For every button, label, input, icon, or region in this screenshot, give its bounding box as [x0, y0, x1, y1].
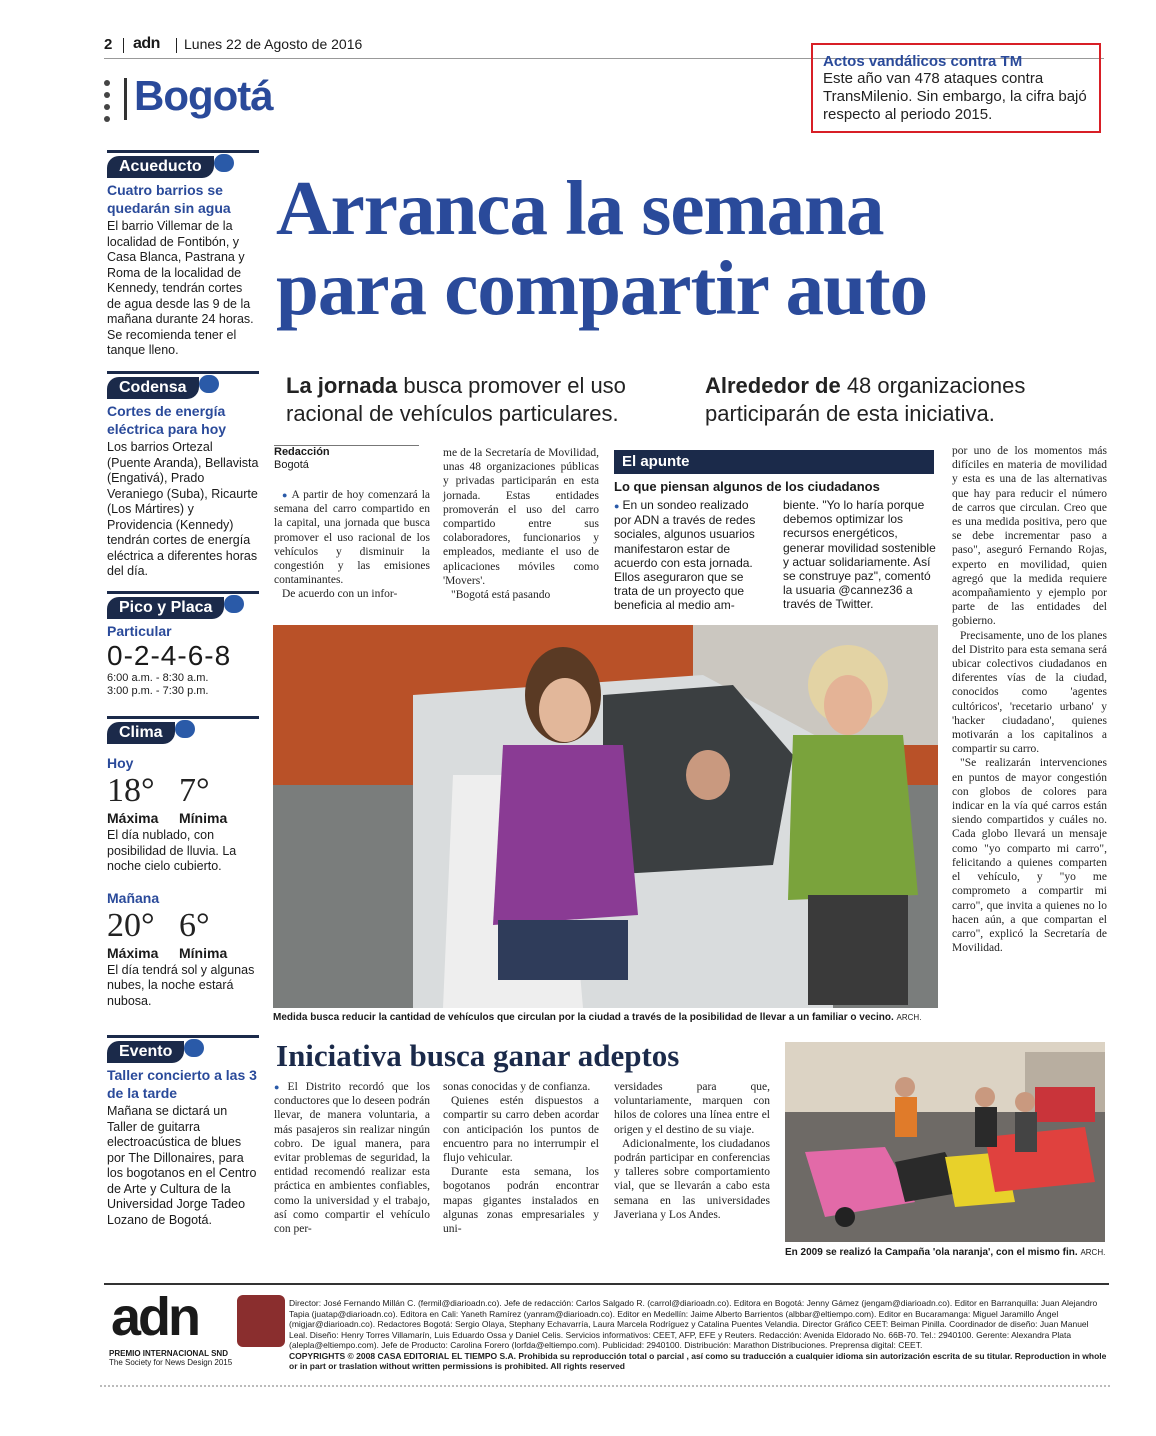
deck-right-text: 48 organizaciones participarán de esta iniciativa.: [705, 373, 1026, 426]
section-dots-icon: [104, 80, 112, 128]
sidebar-codensa: [107, 377, 259, 580]
main-column-2: [443, 446, 599, 602]
today-max-temp: 18°: [107, 772, 155, 809]
second-photo-caption: [785, 1246, 1107, 1259]
main-col4-p2: Precisamente, uno de los planes del Distrito para esta semana será ubicar colectivos ciudadanos en diferentes vías de la ciudad, conocidos como 'agentes cultóricos', 'recetario urbano' y 'hacker ciudadano', quienes motivarán a los capitalinos a compartir su carro.: [952, 629, 1107, 756]
sidebar-evento: [107, 1041, 259, 1228]
tag-evento: [107, 1041, 184, 1063]
deck-right: [705, 372, 1100, 428]
sidebar-rule: [107, 150, 259, 153]
main-headline: [276, 165, 1116, 331]
footer-rule: [104, 1283, 1109, 1285]
second-column-1: [274, 1080, 430, 1236]
main-col1-p1: ● A partir de hoy comenzará la semana del carro compartido en la capital, una jornada que busca promover el uso racional de los vehículos y disminuir la congestión y las emisiones contaminantes.: [274, 488, 430, 587]
section-bar: [124, 78, 127, 120]
tag-label: Pico y Placa: [119, 599, 213, 616]
speech-bubble-icon: [184, 1039, 204, 1057]
clima-today-temps: [107, 772, 259, 810]
tomorrow-max-temp: 20°: [107, 906, 155, 944]
main-column-1: [274, 488, 430, 602]
main-photo: [273, 625, 938, 1008]
apunte-col1-text: ● En un sondeo realizado por ADN a través de redes sociales, algunos usuarios manifestaron estar de acuerdo con esta jornada. Ellos aseguraron que se trata de un proyecto que beneficia al medio am-: [614, 498, 755, 612]
header-divider: [176, 38, 177, 53]
tag-clima: [107, 722, 175, 744]
tag-label: Acueducto: [119, 158, 202, 175]
staff-credits: Director: José Fernando Millán C. (fermil@diarioadn.co). Jefe de redacción: Carlos Salgado R. (carrol@diarioadn.co). Editora en Bogotá: Jenny Gámez (jengam@diarioadn.co). Editor en Barranquilla: Juan Alejandro Tapia (juatap@diarioadn.co). Editora en Cali: Yaneth Ramírez (yanram@diarioadn.co). Editor en Medellín: Jaime Alberto Barrientos (albbar@eltiempo.com). Editor en Bucaramanga: Miguel Jaramillo Ángel (migjar@diarioadn.co). Redactores Bogotá: Sergio Olaya, Stephany Echavarría, Laura Marcela Rodríguez y Catalina Puentes Velandia. Director Gráfico CEET: Beiman Pinilla. Coordinador de diseño: Juan Manuel Leal. Diseño: Henry Torres Villamarín, Luis Eduardo Ossa y Daniel Celis. Servicios informativos: CEET, AFP, EFE y Reuters. Redacción: Avenida Eldorado No. 66B-70. Tel.: 2940100. Gerente: Alexandra Plata (alepla@eltiempo.com). Jefe de Producto: Carolina Forero (lorfda@eltiempo.com). Publicidad: 2940100. Distribución: Marathon Distribuciones. Preprensa digital: CEET.: [289, 1298, 1098, 1350]
evento-text: Mañana se dictará un Taller de guitarra electroacústica de blues por The Dillonaires, para los bogotanos en el Centro de Arte y Cultura de la Universidad Jorge Tadeo Lozano de Bogotá.: [107, 1104, 257, 1227]
apunte-tag: El apunte: [614, 450, 934, 474]
clima-tomorrow-label: Mañana: [107, 889, 160, 906]
pico-digits: 0-2-4-6-8: [107, 640, 232, 671]
header-brand: adn: [133, 35, 160, 52]
acueducto-text: El barrio Villemar de la localidad de Fontibón, y Casa Blanca, Pastrana y Roma de la localidad de Kennedy, tendrán cortes de agua desde las 9 de la mañana durante 24 horas. Se recomienda tener el tanque lleno.: [107, 219, 254, 357]
second-column-3: [614, 1080, 770, 1222]
highlight-text: Este año van 478 ataques contra TransMilenio. Sin embargo, la cifra bajó respecto al periodo 2015.: [823, 70, 1087, 123]
adn-logo: adn: [111, 1287, 199, 1347]
award-text: [109, 1349, 232, 1367]
second-col1-text: ● El Distrito recordó que los conductores que lo deseen podrán llevar, de manera voluntaria, a más pasajeros sin realizar ningún cobro. De igual manera, para evitar problemas de seguridad, la entidad recomendó realizar esta práctica en ambientes confiables, como la universidad y el trabajo, así como compartir el vehículo con per-: [274, 1080, 430, 1236]
award-title: PREMIO INTERNACIONAL: [109, 1349, 209, 1358]
main-headline-line1: Arranca la semana: [276, 165, 884, 251]
speech-bubble-icon: [224, 595, 244, 613]
header-date: Lunes 22 de Agosto de 2016: [184, 36, 363, 52]
second-photo-credit: ARCH.: [1080, 1248, 1106, 1257]
byline: [274, 446, 330, 472]
speech-bubble-icon: [214, 154, 234, 172]
clima-today-maxmin: [107, 810, 259, 826]
second-col2-p2: Quienes estén dispuestos a compartir su carro deben acordar con anticipación los puntos de encuentro para no interrumpir el flujo vehicular.: [443, 1095, 599, 1165]
second-headline: Iniciativa busca ganar adeptos: [276, 1038, 680, 1073]
tag-codensa: [107, 377, 199, 399]
car-sharing-photo: [273, 625, 938, 1008]
sidebar-rule: [107, 591, 259, 594]
tag-label: Evento: [119, 1043, 173, 1060]
second-col2-p3: Durante esta semana, los bogotanos podrán encontrar mapas gigantes instalados en algunas zonas empresariales y uni-: [443, 1166, 599, 1236]
clima-tomorrow-temps: [107, 907, 259, 945]
apunte-column-2: biente. "Yo lo haría porque debemos optimizar los recursos energéticos, generar movilidad sostenible y actuar solidariamente. Así se construye paz", comentó la usuaria @cannez36 a través de Twitter.: [783, 498, 936, 612]
today-min-temp: 7°: [179, 772, 210, 809]
main-photo-credit: ARCH.: [896, 1013, 922, 1022]
header-divider: [123, 38, 124, 53]
min-label: Mínima: [179, 810, 228, 826]
byline-role: Redacción: [274, 446, 330, 458]
main-col1-p2: De acuerdo con un infor-: [282, 588, 398, 601]
clima-tomorrow-text: El día tendrá sol y algunas nubes, la noche estará nubosa.: [107, 962, 255, 1008]
main-col2-p2: "Bogotá está pasando: [451, 589, 551, 602]
clima-today-label: Hoy: [107, 755, 134, 771]
main-column-4: [952, 444, 1107, 955]
second-caption-text: En 2009 se realizó la Campaña 'ola naranja', con el mismo fin.: [785, 1247, 1078, 1258]
speech-bubble-icon: [175, 720, 195, 738]
award-org: SND: [211, 1349, 228, 1358]
tag-pico-placa: [107, 597, 224, 619]
deck-left-bold: La jornada: [286, 373, 398, 398]
min-label: Mínima: [179, 944, 228, 961]
page-number: 2: [104, 36, 113, 53]
highlight-title: Actos vandálicos contra TM: [823, 53, 1023, 70]
main-col4-p1: por uno de los momentos más difíciles en materia de movilidad y esta es una de las alternativas que hay para reducir el número de carros que circulan. Creo que es una medida positiva, pero que se debe incrementar paso a paso", aseguró Fernando Rojas, experto en movilidad, quien agregó que la medida requiere acompañamiento y ejemplo por parte de las entidades del gobierno.: [952, 445, 1107, 628]
clima-today-text: El día nublado, con posibilidad de lluvia. La noche cielo cubierto.: [107, 828, 237, 873]
sidebar-rule: [107, 716, 259, 719]
main-col4-p3: "Se realizarán intervenciones en puntos de mayor congestión con globos de colores para indicar en la vía qué carros están siendo compartidos y cuáles no. Cada globo llevará un mensaje como "yo comparto mi carro", felicitando a quienes comparten el vehículo, y "yo me comprometo a compartir mi carro", que invita a quienes no lo hacen aún, a que compartan el carro", explicó la Secretaría de Movilidad.: [952, 757, 1107, 955]
byline-place: Bogotá: [274, 459, 309, 471]
speech-bubble-icon: [199, 375, 219, 393]
max-label: Máxima: [107, 810, 159, 826]
tag-acueducto: [107, 156, 214, 178]
ola-naranja-photo: [785, 1042, 1105, 1242]
tomorrow-min-temp: 6°: [179, 906, 210, 944]
deck-left-text: busca promover el uso racional de vehículos particulares.: [286, 373, 626, 426]
clima-tomorrow-maxmin: [107, 945, 259, 961]
award-subtitle: The Society for News Design 2015: [109, 1358, 233, 1367]
codensa-text: Los barrios Ortezal (Puente Aranda), Bellavista (Engativá), Prado Veraniego (Suba), Ricaurte (Los Mártires) y Providencia (Kennedy) tendrán cortes de energía eléctrica a diferentes horas del día.: [107, 440, 259, 578]
deck-right-bold: Alrededor de: [705, 373, 841, 398]
acueducto-headline: Cuatro barrios se quedarán sin agua: [107, 182, 231, 216]
main-photo-caption: [273, 1011, 938, 1024]
pico-hours-evening: 3:00 p.m. - 7:30 p.m.: [107, 685, 209, 697]
main-headline-line2: para compartir auto: [276, 245, 928, 331]
tag-label: Clima: [119, 724, 163, 741]
apunte-column-1: [614, 498, 769, 613]
codensa-headline: Cortes de energía eléctrica para hoy: [107, 403, 227, 437]
tag-label: Codensa: [119, 379, 187, 396]
sidebar-acueducto: [107, 156, 259, 359]
sidebar-rule: [107, 1035, 259, 1038]
page-edge-dots: [100, 1385, 1110, 1387]
highlight-box: [811, 43, 1101, 133]
copyright: COPYRIGHTS © 2008 CASA EDITORIAL EL TIEMPO S.A. Prohibida su reproducción total o parcial , así como su traducción a cualquier idioma sin autorización escrita de su titular. Reproduction in whole or in part or traslation without written permissions is prohibited. All rights reserved: [289, 1350, 1107, 1371]
apunte-headline: Lo que piensan algunos de los ciudadanos: [614, 479, 880, 494]
second-col3-p1: versidades para que, voluntariamente, marquen con hilos de colores una línea entre el origen y el destino de su viaje.: [614, 1081, 770, 1136]
award-seal-icon: [237, 1295, 285, 1347]
section-title: Bogotá: [134, 72, 273, 119]
main-caption-text: Medida busca reducir la cantidad de vehículos que circulan por la ciudad a través de la posibilidad de llevar a un familiar o vecino.: [273, 1012, 894, 1023]
second-photo: [785, 1042, 1105, 1242]
sidebar-rule: [107, 371, 259, 374]
evento-headline: Taller concierto a las 3 de la tarde: [107, 1067, 257, 1101]
footer-credits: [289, 1298, 1107, 1372]
main-col2-p1: me de la Secretaría de Movilidad, unas 48 organizaciones públicas y privadas participarán en esta jornada. Estas entidades promoverán el uso del carro compartido entre sus colaboradores, funcionarios y empleados, mediante el uso de aplicaciones móviles como 'Movers'.: [443, 447, 599, 587]
second-col2-p1: sonas conocidas y de confianza.: [443, 1081, 591, 1093]
second-column-2: [443, 1080, 599, 1236]
max-label: Máxima: [107, 944, 159, 961]
sidebar-clima: [107, 722, 259, 1009]
second-col3-p2: Adicionalmente, los ciudadanos podrán participar en conferencias y talleres sobre comportamiento vial, que se llevarán a cabo esta semana en las universidades Javeriana y Los Andes.: [614, 1137, 770, 1221]
pico-hours-morning: 6:00 a.m. - 8:30 a.m.: [107, 672, 209, 684]
sidebar-pico-placa: [107, 597, 259, 698]
deck-left: [286, 372, 686, 428]
pico-subhead: Particular: [107, 623, 172, 639]
